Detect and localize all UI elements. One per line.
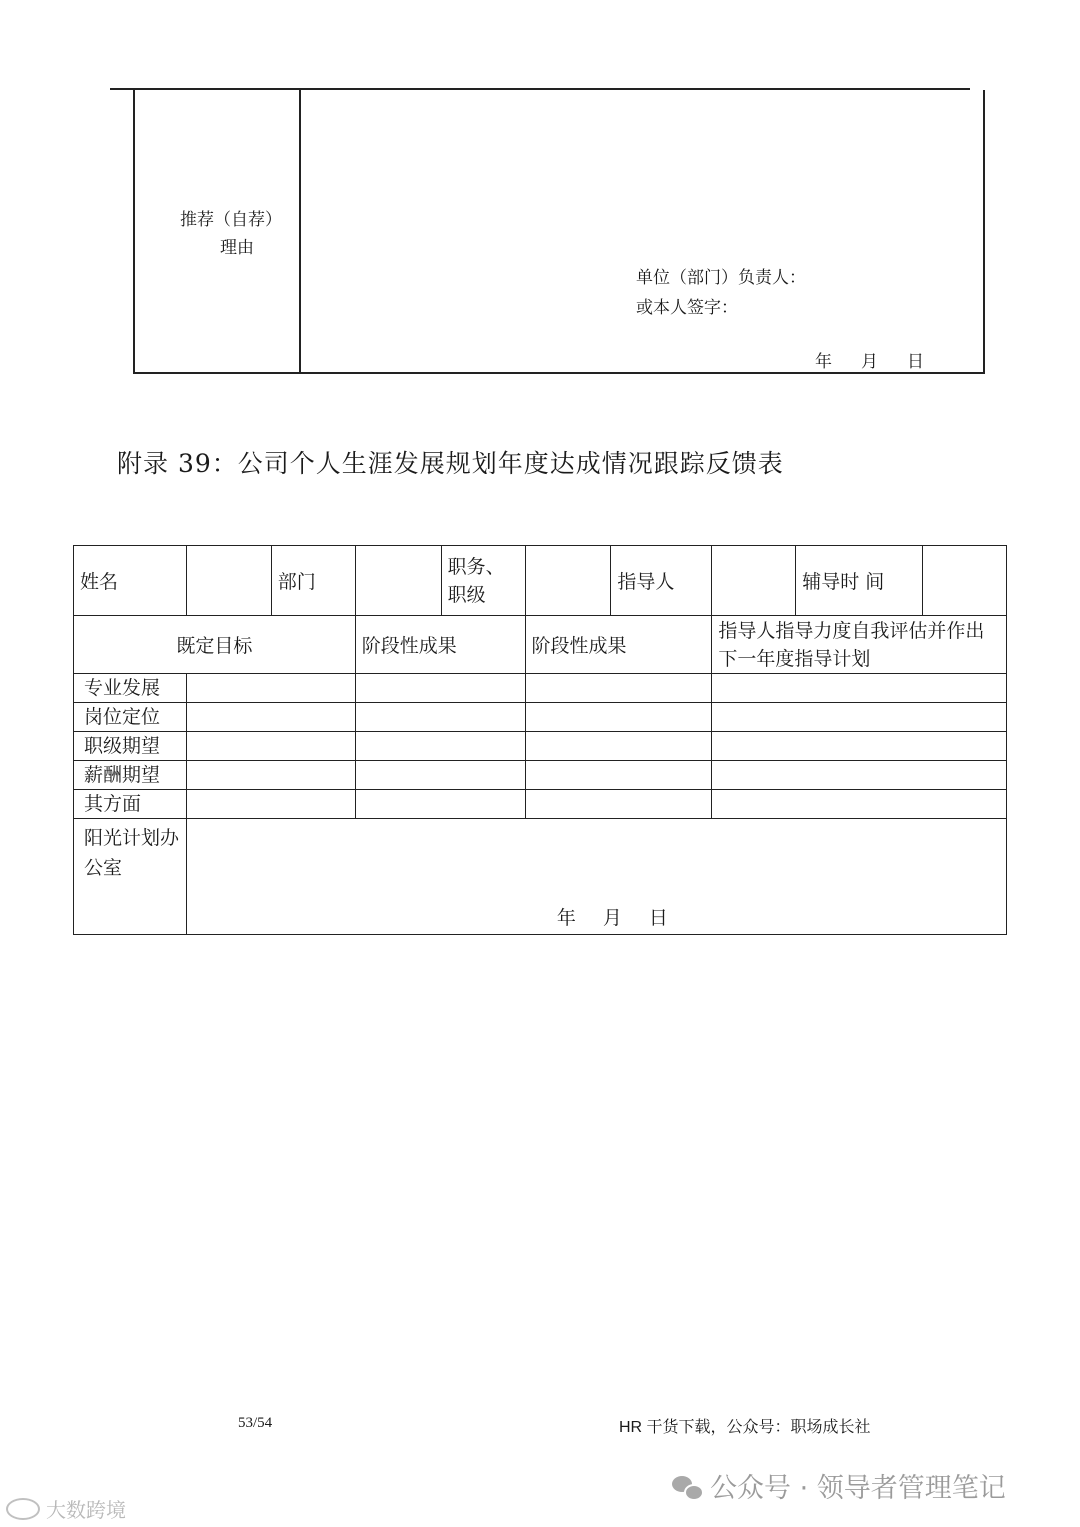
result2-cell[interactable] <box>525 703 712 732</box>
footer-note: HR 干货下载，公众号：职场成长社 <box>619 1419 871 1436</box>
wechat-account-name: 公众号 · 领导者管理笔记 <box>710 1473 1006 1504</box>
office-date-month: 月 <box>602 907 622 929</box>
goal-column-header: 既定目标 <box>74 616 356 674</box>
top-date-month: 月 <box>861 352 880 372</box>
recommendation-reason-label <box>180 206 290 262</box>
office-date-day: 日 <box>648 907 668 929</box>
wechat-icon <box>672 1474 702 1498</box>
name-label: 姓名 <box>74 546 187 616</box>
result1-cell[interactable] <box>355 761 525 790</box>
self-sign-label: 或本人签字： <box>636 298 738 318</box>
office-comment-area[interactable] <box>186 819 1006 935</box>
row-label: 专业发展 <box>74 674 187 703</box>
position-field[interactable] <box>525 546 611 616</box>
position-label-line1: 职务、 <box>447 555 505 578</box>
result1-cell[interactable] <box>355 703 525 732</box>
column-header-row <box>74 616 1007 674</box>
position-label <box>441 546 525 616</box>
evaluation-cell[interactable] <box>712 761 1007 790</box>
goal-cell[interactable] <box>186 732 355 761</box>
result2-cell[interactable] <box>525 761 712 790</box>
result1-cell[interactable] <box>355 674 525 703</box>
row-label: 职级期望 <box>74 732 187 761</box>
result2-cell[interactable] <box>525 790 712 819</box>
evaluation-cell[interactable] <box>712 703 1007 732</box>
table-row <box>74 732 1007 761</box>
top-date-line <box>815 347 953 372</box>
office-date-line <box>557 903 695 930</box>
coaching-time-label: 辅导时 间 <box>796 546 923 616</box>
evaluation-cell[interactable] <box>712 790 1007 819</box>
table-row <box>74 674 1007 703</box>
header-row <box>74 546 1007 616</box>
appendix-title: 附录 39：公司个人生涯发展规划年度达成情况跟踪反馈表 <box>117 449 784 478</box>
result1-column-header: 阶段性成果 <box>355 616 525 674</box>
result2-column-header: 阶段性成果 <box>525 616 712 674</box>
signature-block <box>636 263 806 323</box>
office-label: 阳光计划办公室 <box>74 819 187 935</box>
goal-cell[interactable] <box>186 761 355 790</box>
evaluation-cell[interactable] <box>712 732 1007 761</box>
evaluation-cell[interactable] <box>712 674 1007 703</box>
goal-cell[interactable] <box>186 790 355 819</box>
result1-cell[interactable] <box>355 732 525 761</box>
coaching-time-field[interactable] <box>923 546 1007 616</box>
dept-field[interactable] <box>355 546 441 616</box>
reason-label-line1: 推荐（自荐） <box>180 210 282 230</box>
top-date-day: 日 <box>907 352 926 372</box>
dept-head-sign-label: 单位（部门）负责人： <box>636 268 806 288</box>
name-field[interactable] <box>186 546 271 616</box>
table-row <box>74 790 1007 819</box>
table-row <box>74 761 1007 790</box>
watermark-logo-icon <box>6 1498 40 1520</box>
row-label: 岗位定位 <box>74 703 187 732</box>
office-date-year: 年 <box>556 907 576 929</box>
result2-cell[interactable] <box>525 732 712 761</box>
watermark <box>6 1494 126 1523</box>
office-row <box>74 819 1007 935</box>
page-number: 53/54 <box>238 1415 273 1431</box>
position-label-line2: 职级 <box>447 583 486 606</box>
result2-cell[interactable] <box>525 674 712 703</box>
goal-cell[interactable] <box>186 703 355 732</box>
row-label: 其方面 <box>74 790 187 819</box>
watermark-text: 大数跨境 <box>46 1498 126 1522</box>
recommendation-table-divider <box>299 90 301 374</box>
row-label: 薪酬期望 <box>74 761 187 790</box>
evaluation-column-header: 指导人指导力度自我评估并作出下一年度指导计划 <box>712 616 1007 674</box>
mentor-field[interactable] <box>712 546 796 616</box>
goal-cell[interactable] <box>186 674 355 703</box>
result1-cell[interactable] <box>355 790 525 819</box>
top-date-year: 年 <box>815 352 834 372</box>
mentor-label: 指导人 <box>611 546 712 616</box>
dept-label: 部门 <box>271 546 355 616</box>
tracking-feedback-table <box>73 545 1007 935</box>
table-row <box>74 703 1007 732</box>
wechat-account-badge <box>672 1466 1006 1505</box>
reason-label-line2: 理由 <box>220 238 254 258</box>
